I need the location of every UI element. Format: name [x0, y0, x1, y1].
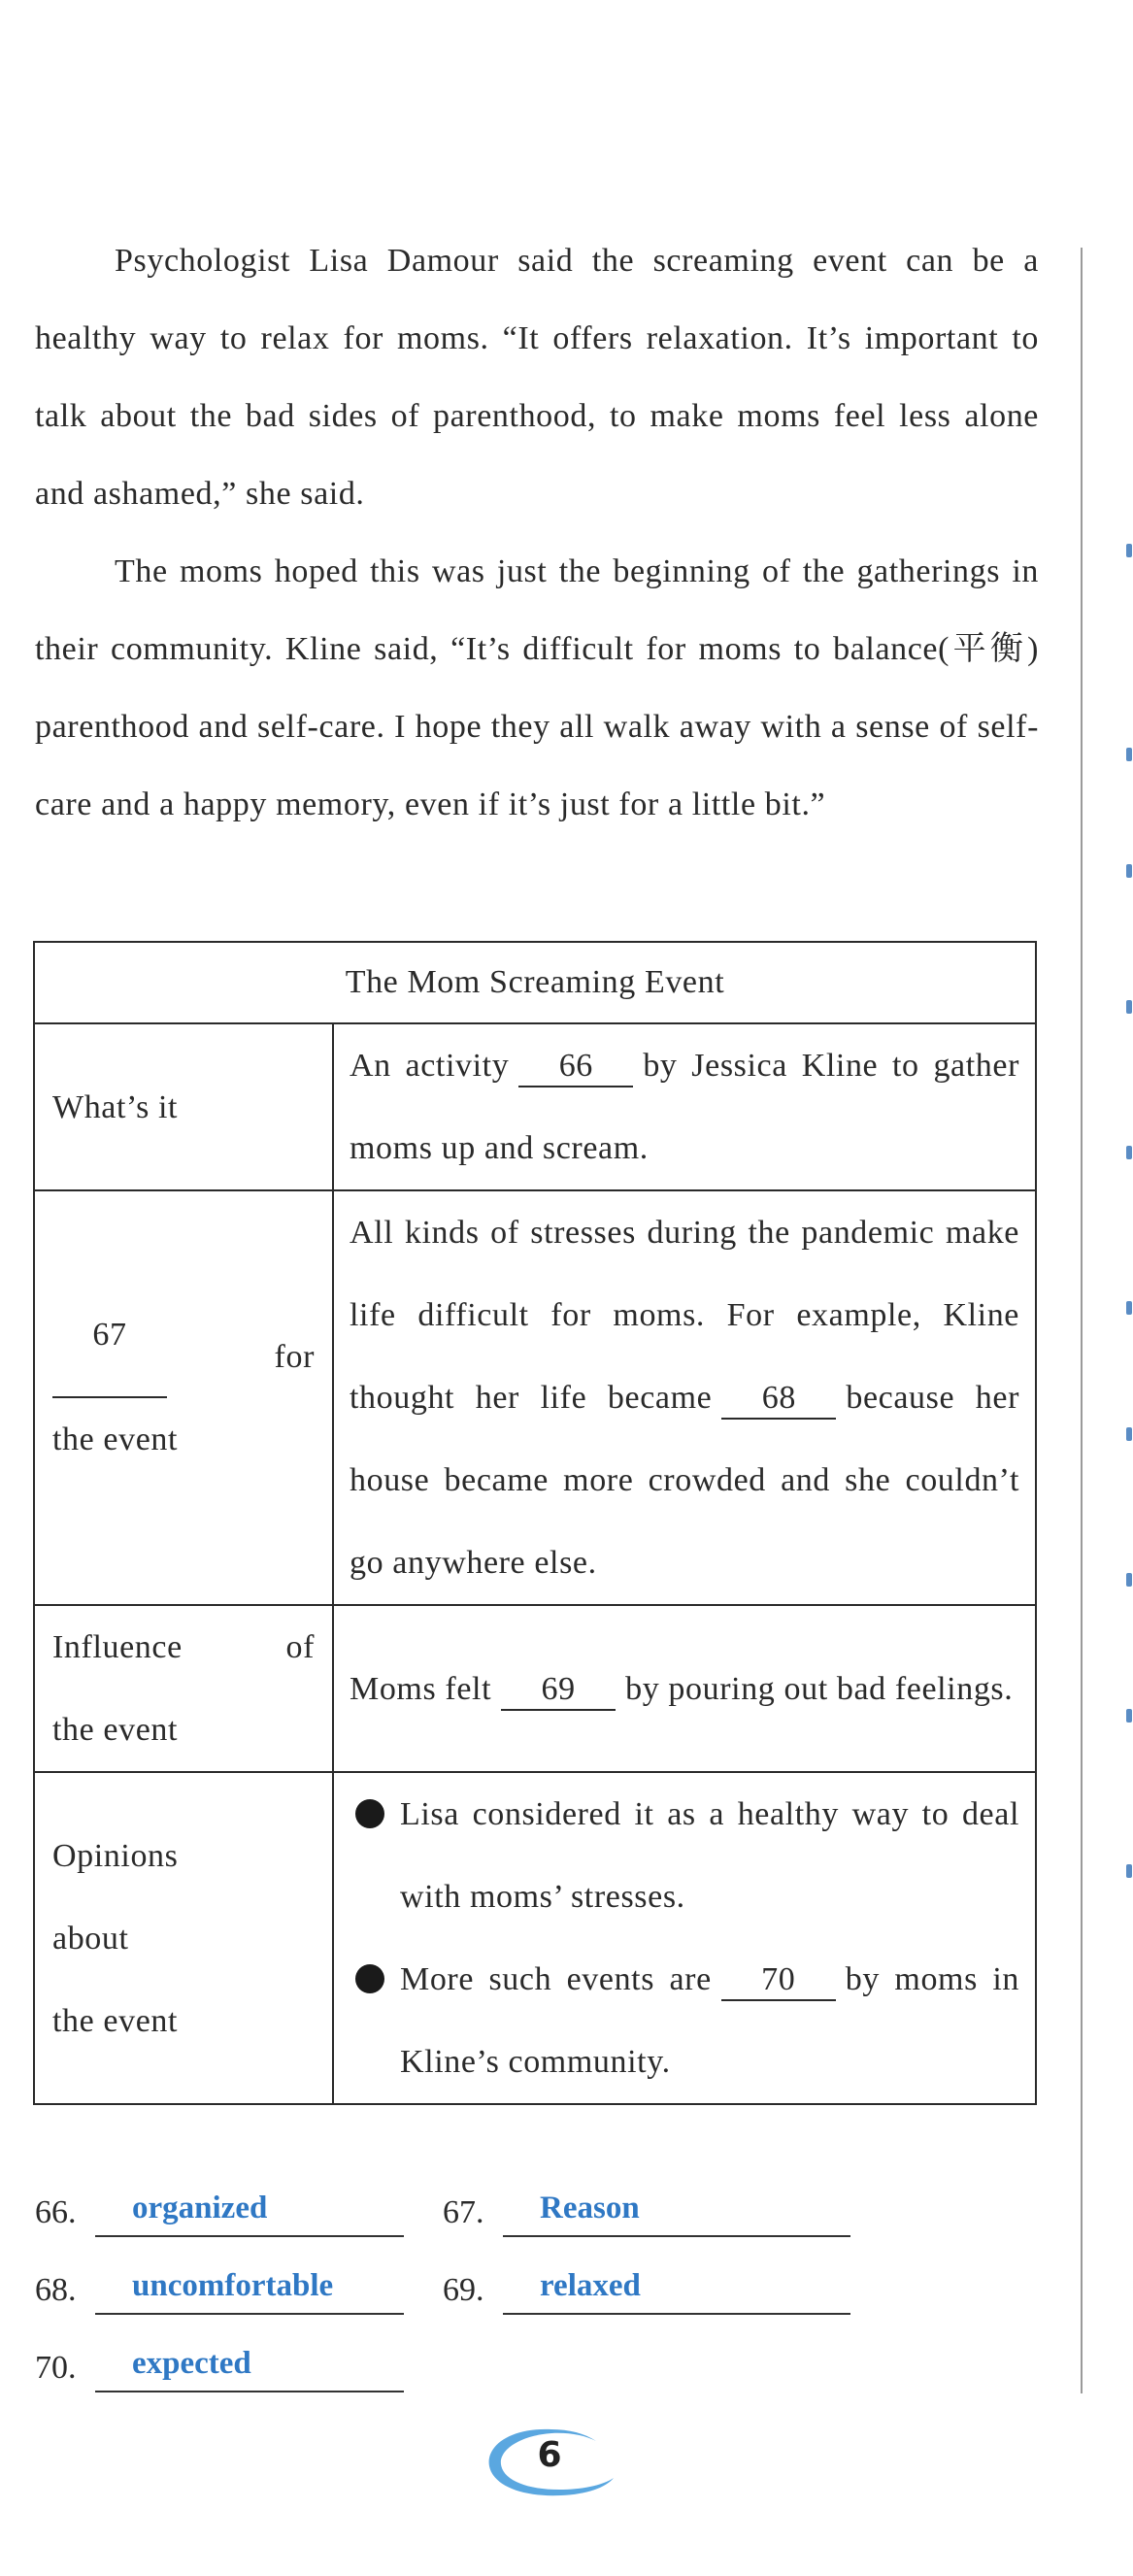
answer-70: 70. expected	[35, 2350, 77, 2387]
answer-value[interactable]: uncomfortable	[132, 2268, 334, 2303]
list-item: More such events are 70 by moms in Kline’s community.	[350, 1938, 1019, 2103]
row-content-opinions	[333, 1772, 1036, 2104]
table-row	[34, 1772, 1036, 2104]
row-label-influence: Influence of the event	[34, 1605, 333, 1772]
row-content-influence: Moms felt 69 by pouring out bad feelings.	[333, 1605, 1036, 1772]
blank-67[interactable]: 67	[52, 1316, 167, 1398]
bullet-icon	[355, 1964, 384, 1993]
answer-value[interactable]: Reason	[540, 2191, 640, 2225]
row-label-whats-it: What’s it	[34, 1023, 333, 1190]
row-content-reason: All kinds of stresses during the pandemic make life difficult for moms. For example, Kline thought her life became 68 because her house became more crowded and she couldn’t go anywhere else.	[333, 1190, 1036, 1605]
answer-value[interactable]: relaxed	[540, 2268, 641, 2303]
paragraph-kline: The moms hoped this was just the beginning of the gatherings in their community. Kline said, “It’s difficult for moms to balance(平衡) parenthood and self-care. I hope they all walk away with a sense of self-care and a happy memory, even if it’s just for a little bit.”	[35, 553, 1039, 822]
answer-66: 66. organized	[35, 2194, 77, 2231]
table-row	[34, 1605, 1036, 1772]
table-row	[34, 1190, 1036, 1605]
table-row	[34, 1023, 1036, 1190]
event-summary-table	[33, 941, 1037, 2105]
answer-68: 68. uncomfortable	[35, 2272, 77, 2309]
page-number-badge	[480, 2422, 619, 2503]
answer-value[interactable]: organized	[132, 2191, 268, 2225]
paragraph-damour: Psychologist Lisa Damour said the screaming event can be a healthy way to relax for moms. “It offers relaxation. It’s important to talk about the bad sides of parenthood, to make moms feel less alone and ashamed,” she said.	[35, 243, 1039, 512]
blank-70[interactable]: 70	[721, 1960, 836, 2001]
answer-67: 67. Reason	[443, 2194, 484, 2231]
blank-66[interactable]: 66	[518, 1047, 633, 1087]
row-content-whats-it: An activity 66 by Jessica Kline to gather moms up and scream.	[333, 1023, 1036, 1190]
blank-68[interactable]: 68	[721, 1379, 836, 1420]
bullet-icon	[355, 1799, 384, 1828]
page-number: 6	[537, 2435, 562, 2475]
blank-69[interactable]: 69	[501, 1670, 616, 1711]
answer-value[interactable]: expected	[132, 2346, 251, 2381]
answer-69: 69. relaxed	[443, 2272, 484, 2309]
table-title: The Mom Screaming Event	[34, 942, 1036, 1023]
row-label-opinions: Opinions about the event	[34, 1772, 333, 2104]
row-label-reason: 67 for the event	[34, 1190, 333, 1605]
margin-rule	[1081, 248, 1083, 2393]
edge-marks	[1126, 544, 1133, 2000]
list-item: Lisa considered it as a healthy way to deal with moms’ stresses.	[350, 1773, 1019, 1938]
